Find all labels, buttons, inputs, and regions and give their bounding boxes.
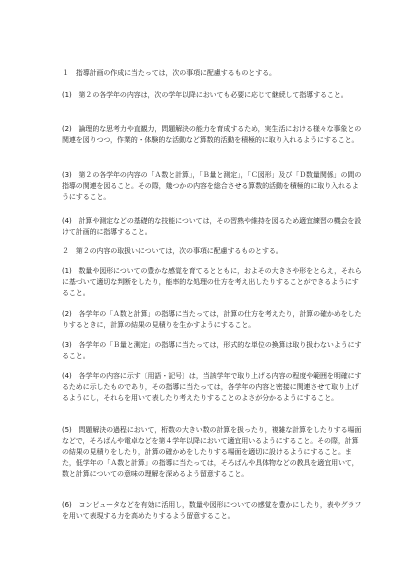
paragraph-1-2: (2) 論理的な思考力や直観力，問題解決の能力を育成するため，実生活における様々な事象との関連を図りつつ，作業的・体験的な活動など算数的活動を積極的に取り入れるようにすること。 — [62, 125, 362, 144]
paragraph-1-3: (3) 第２の各学年の内容の「Ａ数と計算」，「Ｂ量と測定」，「Ｃ図形」及び「Ｄ数量関係」の間の指導の関連を図ること。その際，幾つかの内容を総合させる算数的活動を積極的に取り入れるようにすること。 — [62, 171, 362, 201]
paragraph-2-6: (6) コンピュータなどを有効に活用し，数量や図形についての感覚を豊かにしたり，表やグラフを用いて表現する力を高めたりするよう留意すること。 — [62, 501, 362, 520]
paragraph-1-1: (1) 第２の各学年の内容は，次の学年以降においても必要に応じて継続して指導すること。 — [62, 91, 348, 99]
section-heading-1: １ 指導計画の作成に当たっては，次の事項に配慮するものとする。 — [62, 69, 276, 77]
paragraph-2-2: (2) 各学年の「Ａ数と計算」の指導に当たっては，計算の仕方を考えたり，計算の確かめをしたりするときに，計算の結果の見積りを生かすようにすること。 — [62, 310, 362, 329]
paragraph-2-1: (1) 数量や図形についての豊かな感覚を育てるとともに，およその大きさや形をとらえ，それらに基づいて適切な判断をしたり，能率的な処理の仕方を考え出したりすることができるようにすること。 — [62, 267, 362, 297]
paragraph-2-4: (4) 各学年の内容に示す〔用語・記号〕は，当該学年で取り上げる内容の程度や範囲を明確にするために示したものであり，その指導に当たっては，各学年の内容と密接に関連させて取り上げるようにし，それらを用いて表したり考えたりすることのよさが分かるようにすること。 — [62, 372, 362, 402]
paragraph-2-3: (3) 各学年の「Ｂ量と測定」の指導に当たっては，形式的な単位の換算は取り扱わないようにすること。 — [62, 341, 362, 360]
paragraph-2-5: (5) 問題解決の過程において，桁数の大きい数の計算を扱ったり，複雑な計算をしたりする場面などで，そろばんや電卓などを第４学年以降において適宜用いるようにすること。その際，計算の結果の見積りをしたり，計算の確かめをしたりする場面を適切に設けるようにすること。また，低学年の「Ａ数と計算」の指導に当たっては，そろばんや具体物などの教具を適宜用いて，数と計算についての意味の理解を深めるよう留意すること。 — [62, 426, 362, 478]
section-heading-2: ２ 第２の内容の取扱いについては，次の事項に配慮するものとする。 — [62, 247, 283, 255]
paragraph-1-4: (4) 計算や測定などの基礎的な技能については，その習熟や維持を図るため適宜練習の機会を設けて計画的に指導すること。 — [62, 217, 362, 236]
